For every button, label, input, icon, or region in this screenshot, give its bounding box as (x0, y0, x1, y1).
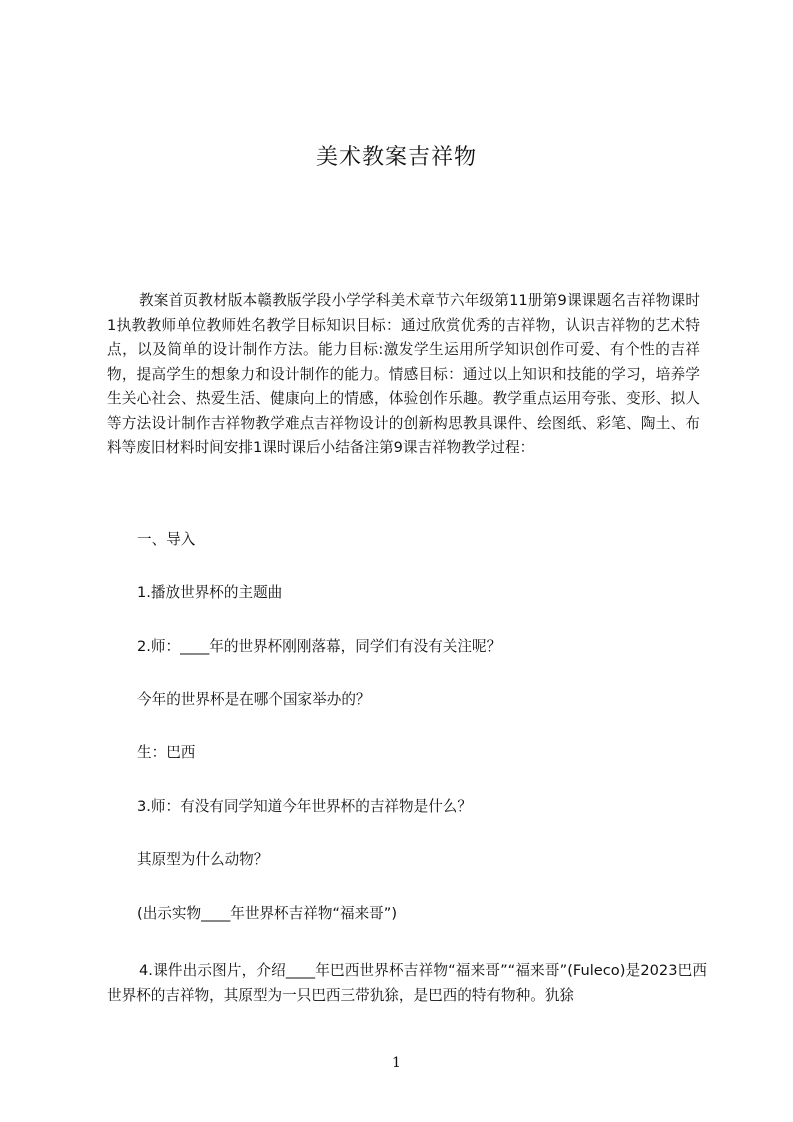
step-1: 1.播放世界杯的主题曲 (137, 584, 283, 601)
step-2: 2.师：____年的世界杯刚刚落幕，同学们有没有关注呢？ (137, 638, 502, 655)
step-3: 3.师：有没有同学知道今年世界杯的吉祥物是什么？ (137, 798, 472, 815)
step-4-paragraph: 4.课件出示图片，介绍____年巴西世界杯吉祥物“福来哥”“福来哥”(Fuleco)是2023巴西世界杯的吉祥物，其原型为一只巴西三带犰狳，是巴西的特有物种。犰狳 (107, 962, 707, 1004)
intro-paragraph: 教案首页教材版本赣教版学段小学学科美术章节六年级第11册第9课课题名吉祥物课时1执教教师单位教师姓名教学目标知识目标：通过欣赏优秀的吉祥物，认识吉祥物的艺术特点，以及简单的设计制作方法。能力目标:激发学生运用所学知识创作可爱、有个性的吉祥物，提高学生的想象力和设计制作的能力。情感目标：通过以上知识和技能的学习，培养学生关心社会、热爱生活、健康向上的情感，体验创作乐趣。教学重点运用夸张、变形、拟人等方法设计制作吉祥物教学难点吉祥物设计的创新构思教具课件、绘图纸、彩笔、陶土、布料等废旧材料时间安排1课时课后小结备注第9课吉祥物教学过程： (107, 292, 700, 456)
show-object: (出示实物____年世界杯吉祥物“福来哥”) (137, 905, 398, 922)
student-answer: 生：巴西 (137, 744, 196, 761)
document-title: 美术教案吉祥物 (315, 145, 477, 170)
page-number: 1 (392, 1055, 401, 1071)
question-country: 今年的世界杯是在哪个国家举办的？ (137, 691, 371, 708)
question-animal: 其原型为什么动物？ (137, 851, 269, 868)
section-heading: 一、导入 (137, 531, 196, 548)
